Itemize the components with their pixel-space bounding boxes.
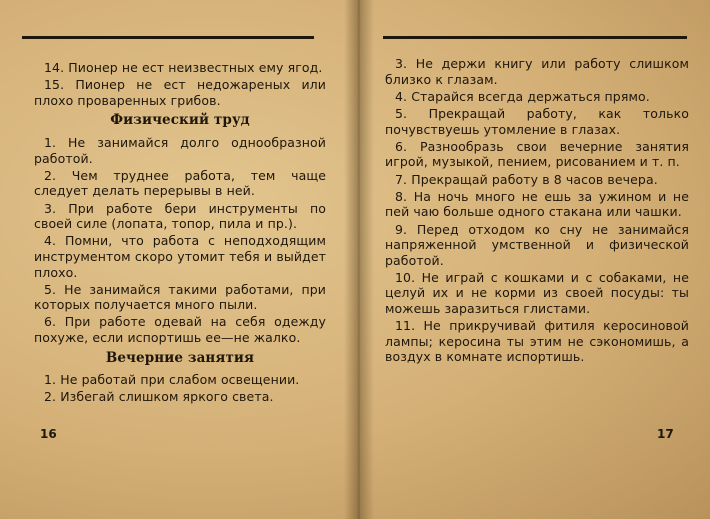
- list-item: 3. При работе бери инструменты по своей силе (лопата, топор, пила и пр.).: [34, 200, 326, 232]
- list-item: 3. Не держи книгу или работу слишком близко к глазам.: [385, 56, 689, 87]
- list-item: 6. Разнообразь свои вечерние занятия игрой, музыкой, пением, рисованием и т. п.: [385, 138, 689, 170]
- list-item: 9. Перед отходом ко сну не занимайся напряженной умственной и физической работой.: [385, 221, 689, 268]
- section-heading-physical-labor: Физический труд: [110, 112, 250, 129]
- list-item: 1. Не занимайся долго однообразной работой.: [34, 134, 326, 166]
- list-item: 8. На ночь много не ешь за ужином и не пей чаю больше одного стакана или чашки.: [385, 188, 689, 220]
- list-item: 5. Прекращай работу, как только почувствуешь утомление в глазах.: [385, 105, 689, 137]
- list-item: 1. Не работай при слабом освещении.: [44, 372, 300, 388]
- top-rule: [22, 36, 314, 39]
- list-item: 6. При работе одевай на себя одежду похуже, если испортишь ее—не жалко.: [34, 314, 326, 346]
- list-item: 2. Чем труднее работа, тем чаще следует делать перерывы в ней.: [34, 167, 326, 199]
- left-page-text: [34, 60, 326, 407]
- list-item: 10. Не играй с кошками и с собаками, не целуй их и не корми из своей посуды: ты можешь заразиться глистами.: [385, 269, 689, 317]
- right-page-text: [385, 56, 689, 367]
- list-item: 4. Старайся всегда держаться прямо.: [395, 88, 650, 104]
- list-item: 15. Пионер не ест недожареных или плохо проваренных грибов.: [34, 77, 326, 108]
- list-item: 7. Прекращай работу в 8 часов вечера.: [395, 171, 658, 187]
- list-item: 5. Не занимайся такими работами, при которых получается много пыли.: [34, 281, 326, 313]
- right-page: [365, 0, 710, 519]
- list-item: 11. Не прикручивай фитиля керосиновой лампы; керосина ты этим не сэкономишь, а воздух в комнате испортишь.: [385, 318, 689, 365]
- top-rule: [383, 36, 687, 39]
- list-item: 2. Избегай слишком яркого света.: [44, 389, 274, 405]
- page-number: 16: [40, 427, 57, 441]
- list-item: 4. Помни, что работа с неподходящим инструментом скоро утомит тебя и выйдет плохо.: [34, 233, 326, 280]
- section-heading-evening-activities: Вечерние занятия: [105, 349, 255, 366]
- list-item: 14. Пионер не ест неизвестных ему ягод.: [44, 60, 323, 75]
- page-number: 17: [657, 427, 674, 441]
